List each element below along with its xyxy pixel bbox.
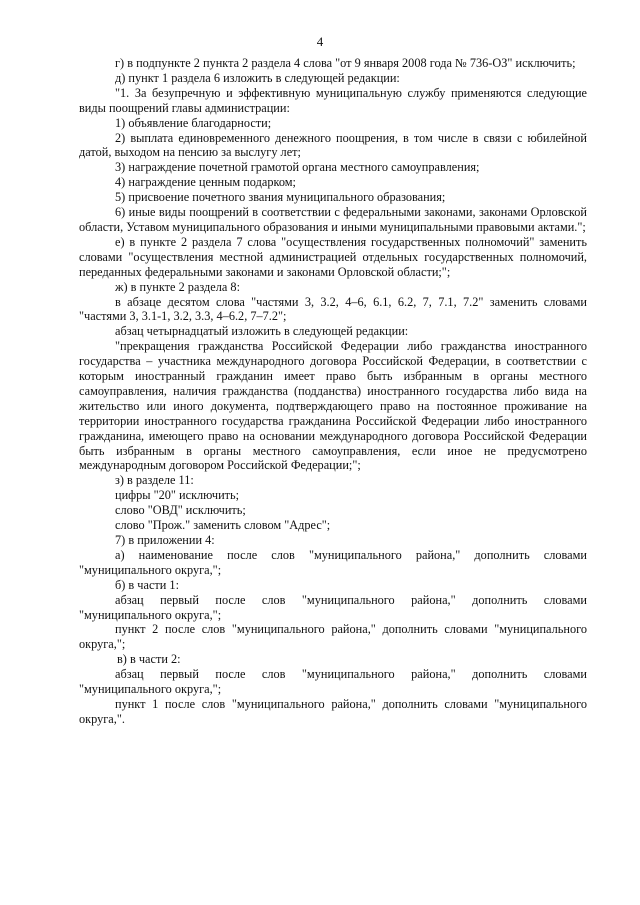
paragraph-d-quote-intro: "1. За безупречную и эффективную муниципальную службу применяются следующие виды поощрений главы администрации:	[79, 85, 587, 115]
list-item-4: 4) награждение ценным подарком;	[115, 175, 296, 190]
paragraph-7b-first: абзац первый после слов "муниципального района," дополнить словами "муниципального округа,";	[79, 592, 587, 622]
paragraph-g: г) в подпункте 2 пункта 2 раздела 4 слова "от 9 января 2008 года № 736-ОЗ" исключить;	[115, 56, 576, 70]
paragraph-d: д) пункт 1 раздела 6 изложить в следующей редакции:	[115, 70, 400, 85]
document-body	[79, 56, 587, 727]
paragraph-z: з) в разделе 11:	[115, 473, 194, 488]
paragraph-7b-point2: пункт 2 после слов "муниципального района," дополнить словами "муниципального округа,";	[79, 622, 587, 652]
list-item-2: 2) выплата единовременного денежного поощрения, в том числе в связи с юбилейной датой, выходом на пенсию за выслугу лет;	[79, 130, 587, 160]
paragraph-7a: а) наименование после слов "муниципального района," дополнить словами "муниципального округа,";	[79, 547, 587, 577]
paragraph-z-prozh: слово "Прож." заменить словом "Адрес";	[115, 518, 331, 533]
paragraph-7v-point1: пункт 1 после слов "муниципального района," дополнить словами "муниципального округа,".	[79, 696, 587, 726]
list-item-5: 5) присвоение почетного звания муниципального образования;	[115, 190, 446, 205]
list-item-1: 1) объявление благодарности;	[115, 115, 272, 130]
list-item-6: 6) иные виды поощрений в соответствии с федеральными законами, законами Орловской области, Уставом муниципального образования и иными муниципальными правовыми актами.";	[79, 205, 587, 234]
list-item-3: 3) награждение почетной грамотой органа местного самоуправления;	[115, 160, 480, 175]
paragraph-zh-fourteenth: абзац четырнадцатый изложить в следующей редакции:	[115, 324, 409, 339]
paragraph-z-digits: цифры "20" исключить;	[115, 488, 240, 503]
paragraph-7v-first: абзац первый после слов "муниципального района," дополнить словами "муниципального округа,";	[79, 667, 587, 697]
page-number: 4	[316, 34, 324, 49]
paragraph-zh: ж) в пункте 2 раздела 8:	[115, 279, 240, 294]
paragraph-e: е) в пункте 2 раздела 7 слова "осуществления государственных полномочий" заменить словами "осуществления местной администрацией отдельных государственных полномочий, переданных федеральными законами и законами Орловской области;";	[79, 234, 587, 279]
paragraph-zh-quote: "прекращения гражданства Российской Федерации либо гражданства иностранного государства – участника международного договора Российской Федерации, в соответствии с которым иностранный гражданин имеет право быть избранным в органы местного самоуправления, наличия гражданства (подданства) иностранного государства либо вида на жительство или иного документа, подтверждающего право на постоянное проживание на территории иностранного государства гражданина Российской Федерации либо иностранного гражданина, имеющего право на основании международного договора Российской Федерации быть избранным в органы местного самоуправления, если иное не предусмотрено международным договором Российской Федерации;";	[79, 339, 587, 473]
paragraph-zh-tenth: в абзаце десятом слова "частями 3, 3.2, 4–6, 6.1, 6.2, 7, 7.1, 7.2" заменить словами "частями 3, 3.1-1, 3.2, 3.3, 4–6.2, 7–7.2";	[79, 294, 587, 324]
paragraph-z-ovd: слово "ОВД" исключить;	[115, 503, 246, 518]
paragraph-7b: б) в части 1:	[115, 577, 180, 592]
paragraph-7: 7) в приложении 4:	[115, 533, 215, 547]
paragraph-7v: в) в части 2:	[117, 652, 181, 667]
